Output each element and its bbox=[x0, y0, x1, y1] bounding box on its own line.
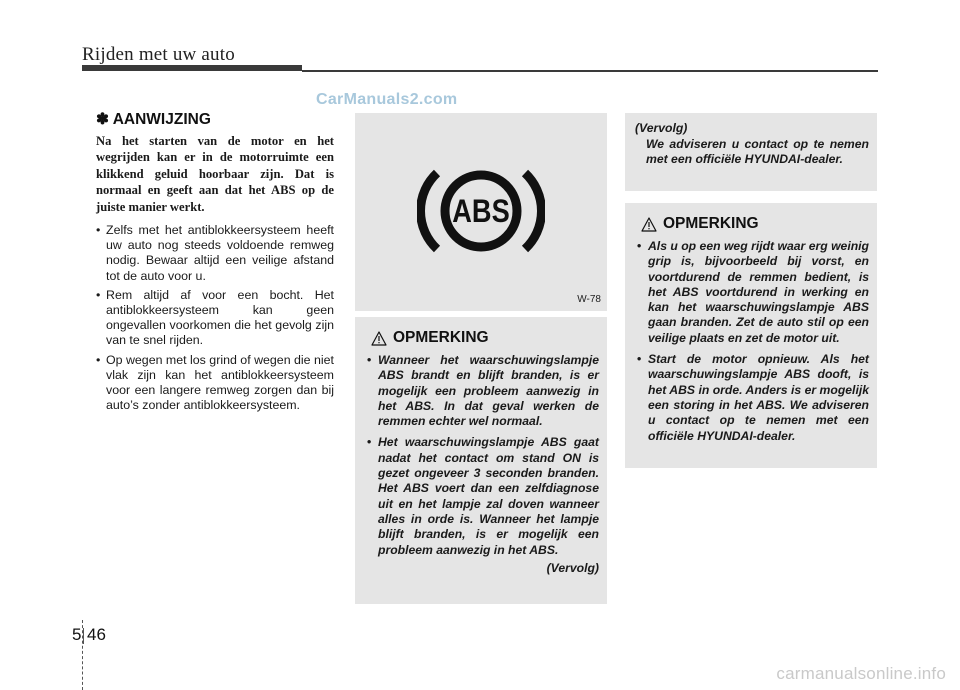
continued-label: (Vervolg) bbox=[635, 121, 688, 135]
continued-label: (Vervolg) bbox=[546, 560, 599, 575]
warning-triangle-icon bbox=[641, 217, 657, 232]
list-item: • Rem altijd af voor een bocht. Het antiblokkeersysteem kan geen ongevallen voorkomen die het gevolg zijn van te snel rijden. bbox=[96, 288, 334, 349]
warning-box-middle bbox=[355, 317, 607, 604]
figure-code: W-78 bbox=[577, 294, 601, 305]
abs-lamp-text: ABS bbox=[452, 193, 510, 230]
warning-title-text: OPMERKING bbox=[393, 329, 489, 346]
continuation-text: We adviseren u contact op te nemen met een officiële HYUNDAI-dealer. bbox=[646, 137, 869, 167]
header-rule-thin bbox=[302, 70, 878, 72]
page-section-number: 5 bbox=[72, 625, 82, 644]
list-item: • Start de motor opnieuw. Als het waarschuwingslampje ABS dooft, is het ABS in orde. Anders is er mogelijk een storing in het ABS. We adviseren u contact op te nemen met een officiële HYUNDAI-dealer. bbox=[637, 352, 869, 444]
abs-warning-lamp-icon bbox=[417, 159, 545, 263]
warning-box-right bbox=[625, 203, 877, 468]
page-number: 46 bbox=[87, 625, 106, 644]
list-item: • Als u op een weg rijdt waar erg weinig grip is, bijvoorbeeld bij vorst, en voortdurend de remmen bedient, is het ABS voortdurend in werking en kan het waarschuwingslampje ABS gaan branden. Zet de auto stil op een veilige plaats en zet de motor uit. bbox=[637, 239, 869, 346]
abs-figure bbox=[355, 113, 607, 311]
chapter-title: Rijden met uw auto bbox=[82, 44, 235, 65]
note-heading: ✽ AANWIJZING bbox=[96, 111, 211, 128]
note-bullet-list bbox=[96, 223, 334, 413]
page-number-separator bbox=[83, 628, 84, 644]
list-item: • Wanneer het waarschuwingslampje ABS brandt en blijft branden, is er mogelijk een probleem aanwezig in het ABS. In dat geval werken de remmen echter wel normaal. bbox=[367, 353, 599, 429]
header-rule-thick bbox=[82, 65, 302, 71]
list-item: • Het waarschuwingslampje ABS gaat nadat het contact om stand ON is gezet ongeveer 3 seconden branden. Het ABS voert dan een zelfdiagnose uit en het lampje zal doven wanneer alles in orde is. Wanneer het lampje blijft branden, is er mogelijk een probleem aanwezig in het ABS. bbox=[367, 435, 599, 557]
list-item: • Op wegen met los grind of wegen die niet vlak zijn kan het antiblokkeersysteem voor een langere remweg zorgen dan bij auto’s zonder antiblokkeersysteem. bbox=[96, 353, 334, 414]
warning-title bbox=[371, 329, 607, 347]
watermark-bottom: carmanualsonline.info bbox=[776, 664, 946, 683]
warning-title bbox=[641, 215, 877, 233]
watermark-top: CarManuals2.com bbox=[316, 91, 458, 108]
continuation-box bbox=[625, 113, 877, 191]
list-item: • Zelfs met het antiblokkeersysteem heeft uw auto nog steeds voldoende remweg nodig. Bewaar altijd een veilige afstand tot de auto voor u. bbox=[96, 223, 334, 284]
note-intro: Na het starten van de motor en het wegrijden kan er in de motorruimte een klikkend geluid hoorbaar zijn. Dat is normaal en geeft aan dat het ABS op de juiste manier werkt. bbox=[96, 134, 334, 214]
warning-list bbox=[355, 353, 607, 558]
warning-list bbox=[625, 239, 877, 444]
left-column bbox=[96, 110, 334, 417]
warning-title-text: OPMERKING bbox=[663, 215, 759, 232]
warning-triangle-icon bbox=[371, 331, 387, 346]
